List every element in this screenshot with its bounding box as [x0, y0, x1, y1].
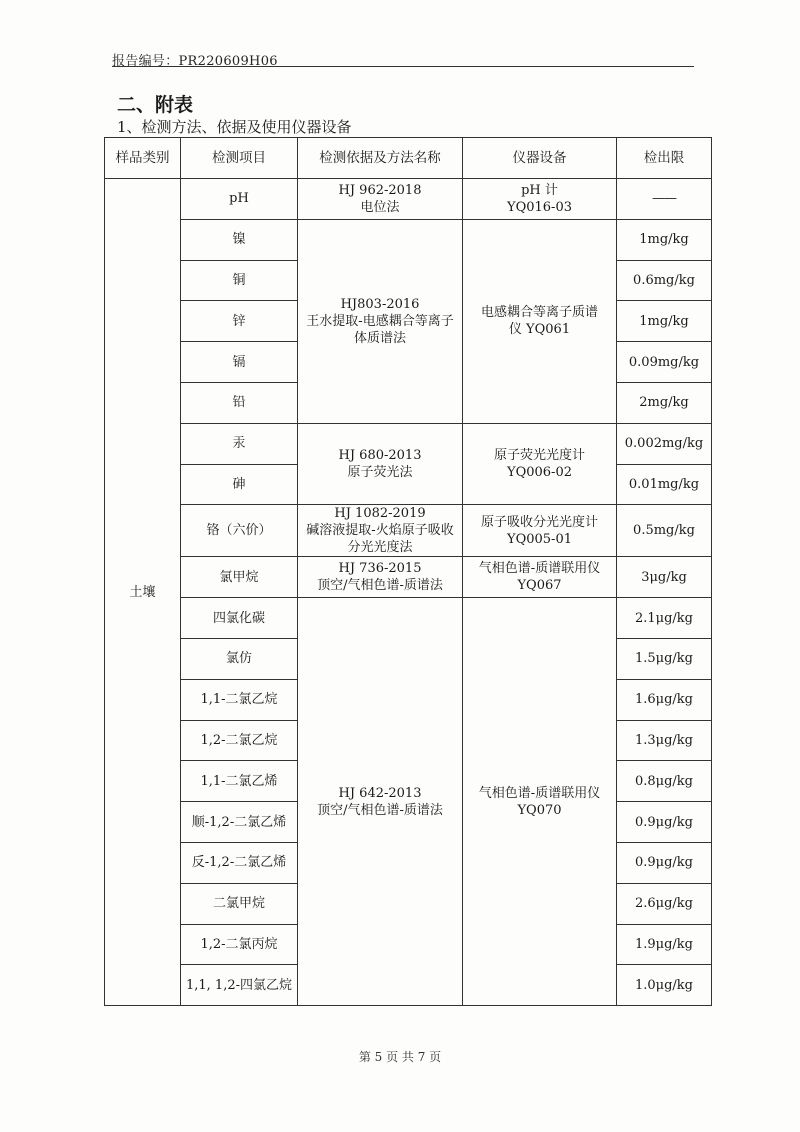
limit-cell: 1.5μg/kg: [617, 638, 712, 679]
instrument-cell: 电感耦合等离子质谱 仪 YQ061: [463, 219, 617, 423]
limit-cell: 0.9μg/kg: [617, 842, 712, 883]
table-row: [105, 179, 712, 220]
method-cell: HJ 736-2015 顶空/气相色谱-质谱法: [298, 557, 463, 598]
item-cell: 四氯化碳: [181, 598, 298, 639]
method-cell: HJ 1082-2019 碱溶液提取-火焰原子吸收 分光光度法: [298, 505, 463, 557]
item-cell: 1,1-二氯乙烯: [181, 761, 298, 802]
section-title: 二、附表: [117, 94, 194, 116]
item-cell: 反-1,2-二氯乙烯: [181, 842, 298, 883]
limit-cell: 2mg/kg: [617, 382, 712, 423]
item-cell: 1,1-二氯乙烷: [181, 679, 298, 720]
instrument-cell: pH 计 YQ016-03: [463, 179, 617, 220]
limit-cell: 1.9μg/kg: [617, 924, 712, 965]
item-cell: 镍: [181, 219, 298, 260]
method-cell: HJ 680-2013 原子荧光法: [298, 423, 463, 505]
limit-cell: 0.9μg/kg: [617, 802, 712, 843]
item-cell: 镉: [181, 342, 298, 383]
item-cell: pH: [181, 179, 298, 220]
item-cell: 氯仿: [181, 638, 298, 679]
item-cell: 1,1, 1,2-四氯乙烷: [181, 965, 298, 1006]
item-cell: 1,2-二氯乙烷: [181, 720, 298, 761]
limit-cell: 1.6μg/kg: [617, 679, 712, 720]
item-cell: 1,2-二氯丙烷: [181, 924, 298, 965]
table-row: [105, 598, 712, 639]
limit-cell: 2.6μg/kg: [617, 883, 712, 924]
instrument-cell: 原子吸收分光光度计 YQ005-01: [463, 505, 617, 557]
col-header-instrument: 仪器设备: [463, 138, 617, 179]
item-cell: 氯甲烷: [181, 557, 298, 598]
method-cell: HJ 642-2013 顶空/气相色谱-质谱法: [298, 598, 463, 1006]
sample-type-cell: 土壤: [105, 179, 181, 1006]
item-cell: 锌: [181, 301, 298, 342]
table-row: [105, 423, 712, 464]
limit-cell: 1.3μg/kg: [617, 720, 712, 761]
item-cell: 汞: [181, 423, 298, 464]
method-cell: HJ 962-2018 电位法: [298, 179, 463, 220]
limit-cell: ——: [617, 179, 712, 220]
item-cell: 砷: [181, 464, 298, 505]
col-header-item: 检测项目: [181, 138, 298, 179]
limit-cell: 3μg/kg: [617, 557, 712, 598]
limit-cell: 0.8μg/kg: [617, 761, 712, 802]
col-header-limit: 检出限: [617, 138, 712, 179]
detection-methods-table: [104, 137, 712, 1006]
instrument-cell: 气相色谱-质谱联用仪 YQ067: [463, 557, 617, 598]
limit-cell: 0.002mg/kg: [617, 423, 712, 464]
table-row: [105, 557, 712, 598]
limit-cell: 0.5mg/kg: [617, 505, 712, 557]
limit-cell: 2.1μg/kg: [617, 598, 712, 639]
method-cell: HJ803-2016 王水提取-电感耦合等离子 体质谱法: [298, 219, 463, 423]
item-cell: 二氯甲烷: [181, 883, 298, 924]
report-number: 报告编号：PR220609H06: [112, 54, 278, 69]
col-header-method: 检测依据及方法名称: [298, 138, 463, 179]
item-cell: 顺-1,2-二氯乙烯: [181, 802, 298, 843]
item-cell: 铜: [181, 260, 298, 301]
instrument-cell: 原子荧光光度计 YQ006-02: [463, 423, 617, 505]
page-footer: 第 5 页 共 7 页: [358, 1050, 442, 1064]
limit-cell: 0.6mg/kg: [617, 260, 712, 301]
table-row: [105, 219, 712, 260]
table-row: [105, 505, 712, 557]
instrument-cell: 气相色谱-质谱联用仪 YQ070: [463, 598, 617, 1006]
item-cell: 铅: [181, 382, 298, 423]
limit-cell: 0.09mg/kg: [617, 342, 712, 383]
limit-cell: 1.0μg/kg: [617, 965, 712, 1006]
limit-cell: 1mg/kg: [617, 301, 712, 342]
limit-cell: 0.01mg/kg: [617, 464, 712, 505]
limit-cell: 1mg/kg: [617, 219, 712, 260]
sub-title: 1、检测方法、依据及使用仪器设备: [117, 118, 352, 136]
col-header-sample-type: 样品类别: [105, 138, 181, 179]
item-cell: 铬（六价）: [181, 505, 298, 557]
table-header-row: [105, 138, 712, 179]
